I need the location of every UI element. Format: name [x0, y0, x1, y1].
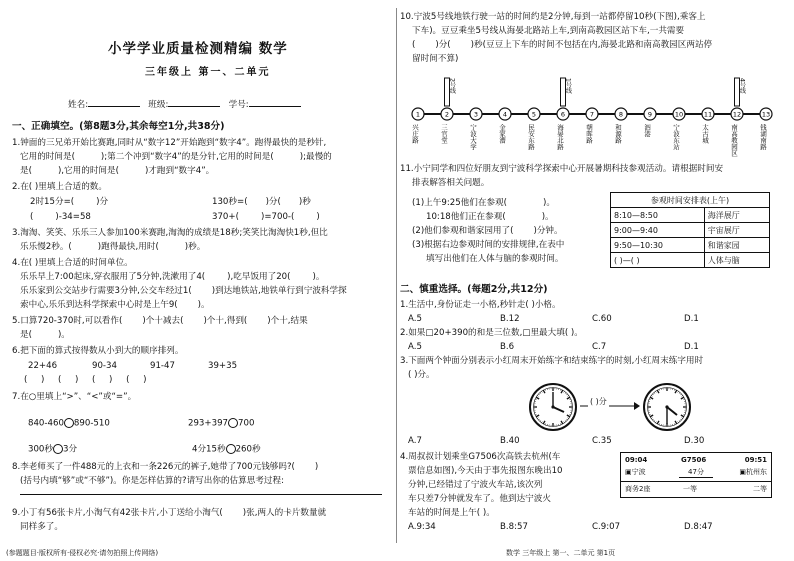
section1-heading: 一、正确填空。(第8题3分,其余每空1分,共38分): [12, 121, 225, 132]
q11-sub3b: 填写出他们在人体与脑的参观时间。: [426, 254, 564, 264]
q7-stem: 7.在○里填上“>”、“<”或“=”。: [12, 392, 137, 402]
metro-station-name: 钱湖南路: [759, 124, 767, 150]
transfer-line-label: 2号线: [448, 78, 456, 94]
choice-option[interactable]: C.60: [592, 314, 612, 324]
q7-item-b: 293+397 700: [188, 418, 255, 429]
q11-sub1b: 10:18他们正在参观( )。: [426, 212, 554, 222]
q6-stem: 6.把下面的算式按得数从小到大的顺序排列。: [12, 346, 184, 356]
choice-q3-line2: ( )分。: [408, 370, 435, 380]
end-clock-icon: [642, 382, 692, 432]
metro-station-number: 1: [415, 110, 421, 119]
q6-answer-blanks[interactable]: ( ) ( ) ( ) ( ): [24, 375, 147, 385]
table-row: ( )—( ) 人体与脑: [611, 253, 770, 268]
q8-line2: (括号内填“够”或“不够”)。你是怎样估算的?请写出你的估算思考过程:: [20, 476, 285, 486]
choice-option[interactable]: B.8:57: [500, 522, 528, 532]
ticket-seat-type: 一等: [683, 485, 697, 493]
choice-option[interactable]: D.8:47: [684, 522, 713, 532]
class-field[interactable]: [168, 97, 220, 107]
choice-option[interactable]: A.7: [408, 436, 422, 446]
name-label: 姓名:: [68, 100, 89, 110]
class-label: 班级:: [148, 100, 169, 110]
compare-circle[interactable]: [64, 418, 74, 428]
choice-option[interactable]: C.7: [592, 342, 607, 352]
q11-line2: 排表解答相关问题。: [412, 178, 490, 188]
choice-option[interactable]: B.12: [500, 314, 520, 324]
q4-line3: 乐乐家到公交站步行需要3分钟,公交车经过1( )到达地铁站,地铁单行到宁波科学探: [20, 286, 347, 296]
q10-line4: 留时间不算): [412, 54, 459, 64]
train-ticket: [620, 452, 772, 498]
ticket-dep-time: 09:04: [625, 456, 648, 464]
choice-q4-line4: 车只差7分钟就发车了。他到达宁波火: [408, 494, 551, 504]
compare-circle[interactable]: [228, 418, 238, 428]
metro-station-name: 朝晖路: [585, 124, 593, 144]
q7-item-a: 840-460 890-510: [28, 418, 110, 429]
student-info-row: [68, 97, 301, 111]
q6-item: 90-34: [92, 361, 117, 371]
choice-option[interactable]: D.30: [684, 436, 705, 446]
choice-option[interactable]: A.5: [408, 342, 422, 352]
choice-option[interactable]: D.1: [684, 342, 699, 352]
table-row: 9:50—10:30 和谐家园: [611, 238, 770, 253]
metro-station-number: 8: [618, 110, 624, 119]
q3-line2: 乐乐慢2秒。( )跑得最快,用时( )秒。: [20, 242, 206, 252]
q2-item-b: 130秒=( )分( )秒: [212, 197, 311, 207]
q11-sub2: (2)他们参观和谐家园用了( )分钟。: [412, 226, 563, 236]
duration-label: ( )分: [590, 397, 607, 406]
left-column: [0, 0, 396, 561]
q11-sub3a: (3)根据右边参观时间的安排规律,在表中: [412, 240, 565, 250]
q6-item: 22+46: [28, 361, 58, 371]
q4-line4: 索中心,乐乐到达科学探索中心时是上午9( )。: [20, 300, 210, 310]
ticket-car: 商务2座: [625, 485, 651, 493]
right-column: [398, 0, 794, 561]
choice-q4-line2: 票信息如图),今天由于事先报图东晚出10: [408, 466, 563, 476]
q6-item: 39+35: [208, 361, 238, 371]
metro-station-name: 宁波大学: [469, 124, 477, 150]
q6-item: 91-47: [150, 361, 175, 371]
metro-station-number: 11: [703, 110, 713, 119]
q7-item-d: 4分15秒 260秒: [192, 444, 261, 455]
page-footer: 数学 三年级上 第一、二单元 第1页: [506, 549, 616, 557]
exam-title: 小学学业质量检测精编 数学: [108, 41, 288, 57]
choice-option[interactable]: C.9:07: [592, 522, 621, 532]
choice-option[interactable]: A.9:34: [408, 522, 436, 532]
q8-answer-line[interactable]: [20, 494, 382, 495]
transfer-line-label: 4号线: [738, 78, 746, 94]
metro-station-number: 10: [674, 110, 684, 119]
metro-station-name: 太古城: [701, 124, 709, 144]
q3-line1: 3.淘淘、笑笑、乐乐三人参加100米赛跑,淘淘的成绩是18秒;笑笑比淘淘快1秒,但比: [12, 228, 328, 238]
metro-station-number: 12: [732, 110, 742, 119]
ticket-price: 二等: [753, 485, 767, 493]
q9-line1: 9.小丁有56张卡片,小淘气有42张卡片,小丁送给小淘气( )张,两人的卡片数量就: [12, 508, 327, 518]
q5-line2: 是( )。: [20, 330, 70, 340]
metro-station-name: 三官堂: [440, 124, 448, 144]
metro-station-name: 海晏北路: [556, 124, 564, 150]
start-clock-icon: [528, 382, 578, 432]
ticket-to: ▣杭州东: [739, 468, 767, 476]
q1-line1: 1.钟面的三兄弟开始比赛跑,同时从“数字12”开始跑到“数字4”。跑得最快的是秒针,: [12, 138, 327, 148]
q7-item-c: 300秒 3分: [28, 444, 78, 455]
choice-option[interactable]: C.35: [592, 436, 612, 446]
q10-line3: ( )分( )秒(豆豆上下车的时间不包括在内,海晏北路和南高教园区两站停: [412, 40, 713, 50]
metro-station-name: 泗港: [643, 124, 651, 137]
q8-line1: 8.李老师买了一件488元的上衣和一条226元的裤子,她带了700元钱够吗?( ): [12, 462, 319, 472]
q1-line3: 是( ),它用的时间是( )才跑到“数字4”。: [20, 166, 215, 176]
metro-station-name: 南高教园区: [730, 124, 738, 157]
q2-item-a: 2时15分=( )分: [30, 197, 109, 207]
ticket-duration: 47分: [679, 467, 713, 478]
metro-station-number: 6: [560, 110, 566, 119]
metro-station-number: 5: [531, 110, 537, 119]
q1-line2: 它用的时间是( );第二个冲到“数字4”的是分针,它用的时间是( );最慢的: [20, 152, 332, 162]
metro-station-number: 2: [444, 110, 450, 119]
ticket-arr-time: 09:51: [744, 456, 767, 464]
ticket-from: ▣宁波: [625, 468, 646, 476]
choice-q4-line3: 分钟,已经错过了宁波火车站,该次列: [408, 480, 543, 490]
schedule-table: [610, 192, 770, 268]
metro-line-map: [408, 70, 778, 162]
choice-q2: 2.如果□20+390的和是三位数,□里最大填( )。: [400, 328, 583, 338]
compare-circle[interactable]: [53, 444, 63, 454]
q11-line1: 11.小宁同学和四位好朋友到宁波科学探索中心开展暑期科技参观活动。请根据时间安: [400, 164, 724, 174]
q2-item-c: ( )-34=58: [30, 212, 91, 222]
q5-line1: 5.口算720-370时,可以看作( )个十减去( )个十,得到( )个十,结果: [12, 316, 308, 326]
metro-station-name: 和源路: [614, 124, 622, 144]
choice-option[interactable]: B.6: [500, 342, 515, 352]
metro-station-name: 民安东路: [527, 124, 535, 150]
metro-station-name: 兴庄路: [411, 124, 419, 144]
choice-option[interactable]: D.1: [684, 314, 699, 324]
id-label: 学号:: [228, 100, 249, 110]
q9-line2: 同样多了。: [20, 522, 63, 532]
table-row: 8:10—8:50 海洋展厅: [611, 208, 770, 223]
metro-station-number: 9: [647, 110, 653, 119]
choice-q4-line5: 车站的时间是上午( )。: [408, 508, 495, 518]
section2-heading: 二、慎重选择。(每题2分,共12分): [400, 284, 548, 295]
id-field[interactable]: [249, 97, 301, 107]
name-field[interactable]: [88, 97, 140, 107]
ticket-divider: [621, 481, 771, 482]
transfer-line-label: 1号线: [564, 78, 572, 94]
metro-station-number: 13: [761, 110, 771, 119]
q10-line2: 下车)。豆豆乘坐5号线从海晏北路站上车,到南高教园区站下车,一共需要: [412, 26, 685, 36]
metro-station-number: 7: [589, 110, 595, 119]
schedule-caption: 参观时间安排表(上午): [611, 193, 770, 208]
q4-line1: 4.在( )里填上合适的时间单位。: [12, 258, 133, 268]
q11-sub1a: (1)上午9:25他们在参观( )。: [412, 198, 555, 208]
exam-subtitle: 三年级上 第一、二单元: [145, 67, 271, 78]
table-row: 9:00—9:40 宇宙展厅: [611, 223, 770, 238]
q4-line2: 乐乐早上7:00起床,穿衣服用了5分钟,洗漱用了4( ),吃早饭用了20( )。: [20, 272, 325, 282]
metro-station-number: 3: [473, 110, 479, 119]
compare-circle[interactable]: [226, 444, 236, 454]
q2-item-d: 370+( )=700-( ): [212, 212, 320, 222]
choice-option[interactable]: B.40: [500, 436, 520, 446]
metro-station-name: 宁波东站: [672, 124, 680, 150]
column-divider: [396, 8, 397, 543]
copyright-note: (参题题目·版权所有·侵权必究·请勿拍照上传网络): [6, 549, 159, 557]
choice-q1: 1.生活中,身份证走一小格,秒针走( )小格。: [400, 300, 561, 310]
ticket-train: G7506: [681, 456, 707, 464]
q10-line1: 10.宁波5号线地铁行驶一站的时间约是2分钟,每到一站都停留10秒(下图),乘客上: [400, 12, 706, 22]
metro-station-number: 4: [502, 110, 508, 119]
choice-option[interactable]: A.5: [408, 314, 422, 324]
choice-q3-line1: 3.下面两个钟面分别表示小红周末开始练字和结束练字的时刻,小红周末练字用时: [400, 356, 704, 366]
metro-station-name: 金家漕: [498, 124, 506, 144]
q2-stem: 2.在( )里填上合适的数。: [12, 182, 107, 192]
choice-q4-line1: 4.周叔叔计划乘坐G7506次高铁去杭州(车: [400, 452, 561, 462]
